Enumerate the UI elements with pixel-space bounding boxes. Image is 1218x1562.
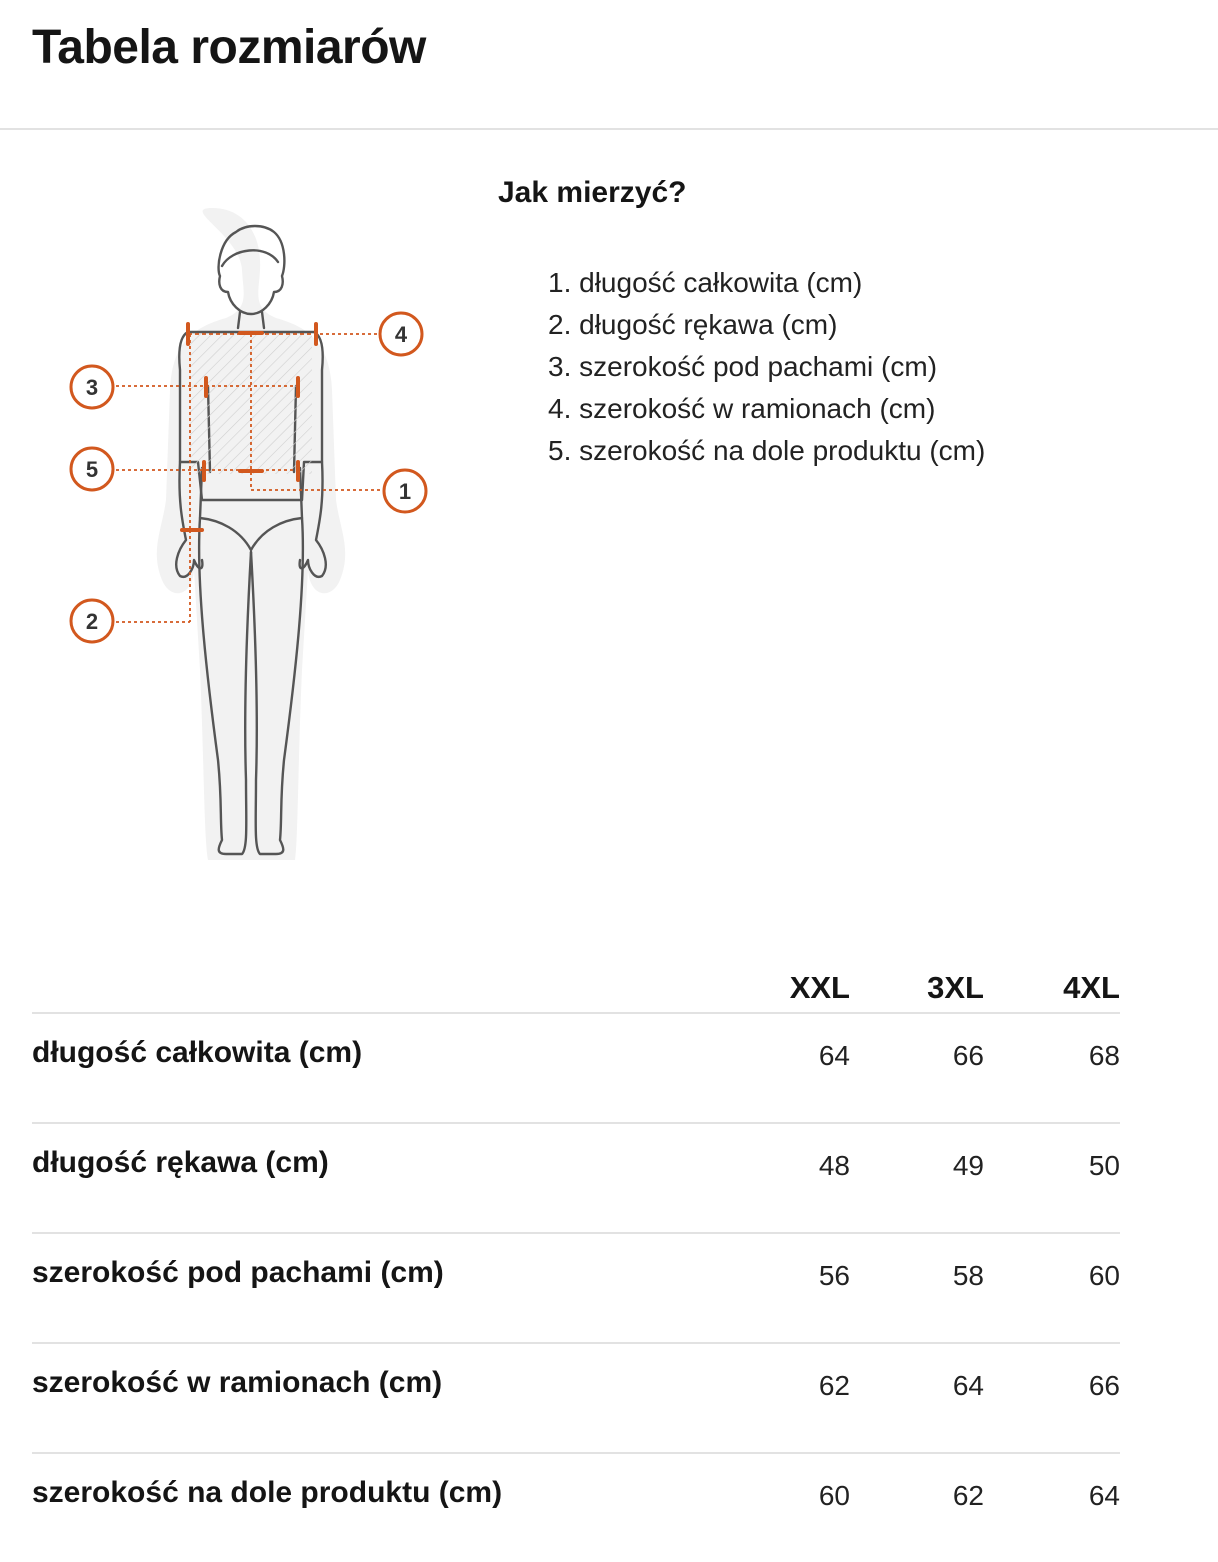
cell-value: 60 xyxy=(818,1480,850,1511)
size-table xyxy=(32,950,1120,1562)
row-label: szerokość na dole produktu (cm) xyxy=(32,1476,503,1509)
callout-5 xyxy=(71,448,113,490)
how-to-measure-item: 2. długość rękawa (cm) xyxy=(548,309,838,340)
callout-2 xyxy=(71,600,113,642)
cell-value: 62 xyxy=(718,1343,850,1453)
page-title: Tabela rozmiarów xyxy=(32,21,426,74)
cell-value: 64 xyxy=(1088,1480,1120,1511)
cell-value: 58 xyxy=(850,1233,984,1343)
size-header-3xl: 3XL xyxy=(850,950,984,1013)
callout-1 xyxy=(384,470,426,512)
callout-4 xyxy=(380,313,422,355)
how-to-measure-item: 1. długość całkowita (cm) xyxy=(548,267,863,298)
size-header-xxl: XXL xyxy=(718,950,850,1013)
how-to-measure-title: Jak mierzyć? xyxy=(498,176,687,209)
svg-text:1: 1 xyxy=(398,479,412,504)
size-header-row xyxy=(32,950,1120,1013)
table-row xyxy=(32,1123,1120,1233)
svg-text:4: 4 xyxy=(394,322,408,347)
header xyxy=(0,0,1218,130)
table-row xyxy=(32,1453,1120,1562)
size-header-4xl: 4XL xyxy=(984,950,1120,1013)
cell-value: 60 xyxy=(984,1233,1120,1343)
cell-value: 56 xyxy=(718,1233,850,1343)
table-row xyxy=(32,1343,1120,1453)
cell-value: 64 xyxy=(718,1013,850,1123)
cell-value: 66 xyxy=(984,1343,1120,1453)
row-label: szerokość pod pachami (cm) xyxy=(32,1233,718,1343)
table-row xyxy=(32,1013,1120,1123)
body-figure-illustration xyxy=(40,200,480,880)
cell-value: 49 xyxy=(850,1123,984,1233)
svg-text:2: 2 xyxy=(85,609,99,634)
cell-value: 48 xyxy=(718,1123,850,1233)
cell-value: 64 xyxy=(850,1343,984,1453)
svg-text:5: 5 xyxy=(85,457,99,482)
svg-text:3: 3 xyxy=(85,375,99,400)
cell-value: 62 xyxy=(952,1480,984,1511)
measurement-diagram xyxy=(40,200,480,880)
size-header-empty xyxy=(32,950,718,1013)
cell-value: 66 xyxy=(850,1013,984,1123)
how-to-measure-list xyxy=(548,262,985,472)
callout-3 xyxy=(71,366,113,408)
table-row xyxy=(32,1233,1120,1343)
how-to-measure-item: 4. szerokość w ramionach (cm) xyxy=(548,393,936,424)
how-to-measure-item: 3. szerokość pod pachami (cm) xyxy=(548,351,938,382)
row-label: szerokość w ramionach (cm) xyxy=(32,1343,718,1453)
cell-value: 68 xyxy=(984,1013,1120,1123)
cell-value: 50 xyxy=(984,1123,1120,1233)
how-to-measure-item: 5. szerokość na dole produktu (cm) xyxy=(548,435,986,466)
row-label: długość rękawa (cm) xyxy=(32,1123,718,1233)
row-label: długość całkowita (cm) xyxy=(32,1013,718,1123)
